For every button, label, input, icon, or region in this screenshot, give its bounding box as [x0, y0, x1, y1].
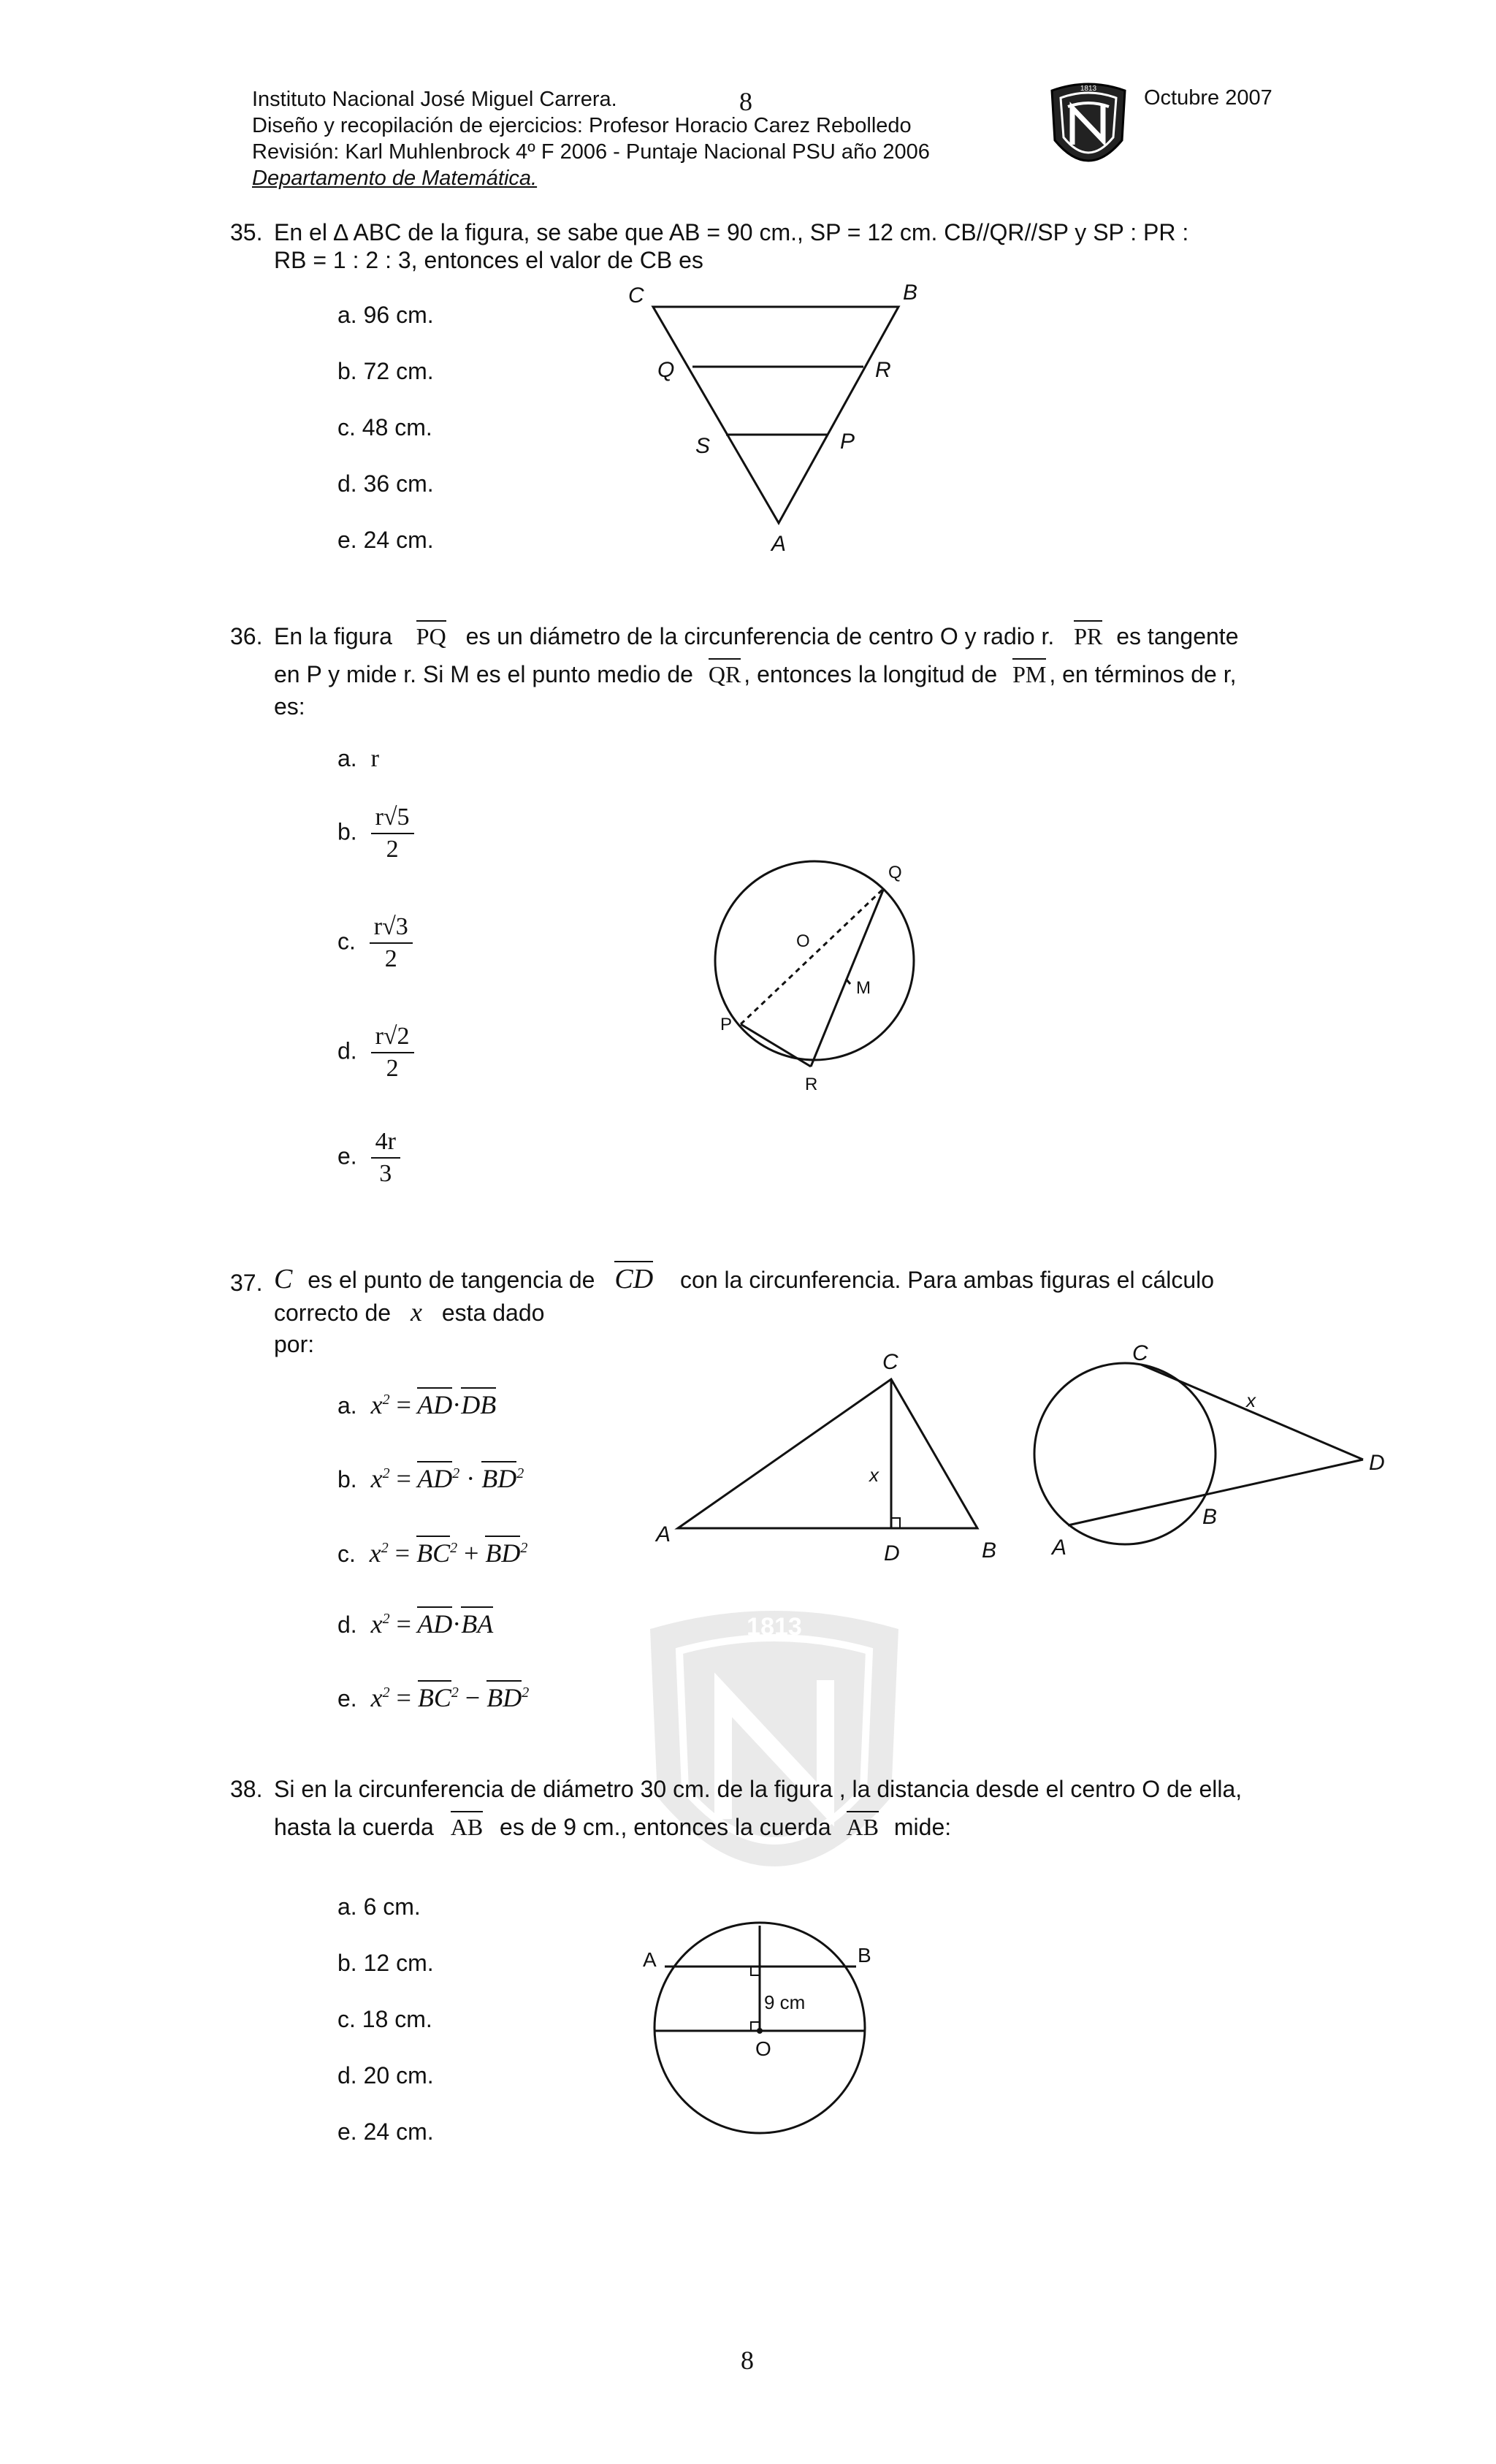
- segment-ba: BA: [461, 1606, 493, 1639]
- formula-b: [371, 1464, 524, 1493]
- q36-text: , en términos de r,: [1049, 661, 1237, 687]
- exponent: 2: [381, 1540, 389, 1556]
- equals: =: [396, 1683, 411, 1712]
- fraction-4r-over-3: [371, 1128, 400, 1188]
- q36-line1: [274, 619, 1297, 653]
- denominator: 2: [371, 833, 414, 863]
- q36-option-d[interactable]: [337, 1023, 414, 1083]
- option-letter: e.: [337, 1685, 357, 1712]
- q37-option-c[interactable]: [337, 1538, 527, 1568]
- triangle-abc: [678, 1379, 977, 1528]
- q37-text: correcto de: [274, 1300, 392, 1326]
- label-distance: 9 cm: [764, 1991, 806, 2013]
- segment-qr: QR: [709, 658, 741, 687]
- label-a: A: [643, 1948, 657, 1971]
- exponent: 2: [382, 1611, 390, 1627]
- q38-text: mide:: [893, 1814, 952, 1840]
- label-b: B: [982, 1538, 997, 1563]
- q35-option-d[interactable]: d. 36 cm.: [337, 470, 434, 497]
- q37-option-b[interactable]: [337, 1463, 524, 1494]
- denominator: 2: [370, 942, 413, 973]
- option-letter: c.: [337, 928, 356, 955]
- label-m: M: [856, 978, 871, 998]
- exponent: 2: [382, 1392, 390, 1408]
- times: ·: [452, 1609, 462, 1639]
- segment-ad: AD: [417, 1606, 452, 1639]
- var-x: x: [370, 1464, 383, 1493]
- center-point: [757, 2028, 763, 2034]
- label-a: A: [656, 1522, 671, 1546]
- q38-line1: Si en la circunferencia de diámetro 30 cm. de la figura , la distancia desde el centro O de ella,: [274, 1776, 1243, 1802]
- option-letter: c.: [337, 1541, 356, 1567]
- q36-option-a[interactable]: [337, 745, 379, 773]
- q37-right-triangle-figure: [643, 1337, 1023, 1571]
- segment-db: DB: [461, 1387, 496, 1419]
- fraction-r-sqrt2-over-2: [371, 1023, 414, 1083]
- equals: =: [394, 1538, 411, 1568]
- q36-option-c[interactable]: [337, 913, 413, 973]
- label-b: B: [903, 281, 918, 305]
- numerator: r√5: [375, 804, 410, 831]
- label-x: x: [1246, 1389, 1256, 1411]
- label-c: C: [628, 283, 644, 308]
- q37-option-e[interactable]: [337, 1682, 529, 1713]
- option-letter: d.: [337, 1037, 357, 1064]
- var-x: x: [410, 1297, 422, 1327]
- q38-option-a[interactable]: a. 6 cm.: [337, 1893, 421, 1920]
- label-d: D: [884, 1541, 900, 1565]
- numerator: 4r: [375, 1128, 396, 1155]
- times: ·: [452, 1390, 462, 1419]
- header-revision: Revisión: Karl Muhlenbrock 4º F 2006 - Puntaje Nacional PSU año 2006: [252, 140, 930, 164]
- q36-text: , entonces la longitud de: [744, 661, 998, 687]
- logo-year: 1813: [1080, 85, 1097, 93]
- q36-text: es un diámetro de la circunferencia de centro O y radio r.: [465, 623, 1055, 649]
- exponent: 2: [516, 1465, 524, 1481]
- var-x: x: [370, 1390, 383, 1419]
- equals: =: [396, 1609, 411, 1639]
- equals: =: [396, 1464, 411, 1493]
- q35-number: 35.: [230, 219, 263, 245]
- segment-ab: AB: [847, 1811, 879, 1840]
- q35-option-c[interactable]: c. 48 cm.: [337, 414, 432, 440]
- formula-d: [371, 1609, 494, 1639]
- q38-line2: [274, 1810, 951, 1844]
- numerator: r√3: [373, 913, 408, 940]
- exponent: 2: [382, 1685, 390, 1701]
- segment-bc: BC: [416, 1536, 450, 1568]
- exponent: 2: [450, 1540, 458, 1556]
- right-angle-mark-top: [751, 1967, 760, 1975]
- q37-number: 37.: [230, 1270, 263, 1296]
- label-o: O: [796, 931, 810, 951]
- segment-pm: PM: [1012, 658, 1046, 687]
- var-c: C: [274, 1264, 293, 1294]
- denominator: 3: [371, 1157, 400, 1188]
- q36-line3: es:: [274, 693, 305, 720]
- label-p: P: [840, 430, 855, 454]
- exponent: 2: [452, 1465, 460, 1481]
- header-institution: Instituto Nacional José Miguel Carrera.: [252, 88, 617, 111]
- fraction-r-sqrt5-over-2: [371, 804, 414, 863]
- times: ·: [466, 1464, 476, 1493]
- option-letter: e.: [337, 1143, 357, 1170]
- watermark-year: 1813: [747, 1613, 802, 1641]
- q36-text: En la figura: [274, 623, 392, 649]
- formula-a: [371, 1390, 497, 1419]
- label-o: O: [755, 2037, 771, 2060]
- q37-line2: [274, 1295, 544, 1330]
- exponent: 2: [382, 1465, 390, 1481]
- label-s: S: [695, 434, 711, 458]
- exponent: 2: [451, 1685, 459, 1701]
- numerator: r√2: [375, 1023, 410, 1050]
- segment-ad: AD: [417, 1461, 452, 1493]
- triangle-abc: [653, 307, 898, 523]
- q38-option-b[interactable]: b. 12 cm.: [337, 1950, 434, 1976]
- q37-option-a[interactable]: [337, 1389, 496, 1420]
- q38-option-d[interactable]: d. 20 cm.: [337, 2062, 434, 2089]
- segment-bd: BD: [486, 1680, 522, 1712]
- label-d: D: [1369, 1451, 1385, 1475]
- label-r: R: [875, 358, 891, 382]
- label-c: C: [1132, 1344, 1148, 1365]
- footer-page-number: 8: [741, 2346, 754, 2375]
- q37-option-d[interactable]: [337, 1609, 493, 1639]
- segment-bd: BD: [485, 1536, 520, 1568]
- q38-number: 38.: [230, 1776, 263, 1802]
- label-p: P: [720, 1015, 733, 1034]
- exponent: 2: [520, 1540, 528, 1556]
- minus: −: [465, 1683, 481, 1712]
- tangent-pr: [741, 1024, 811, 1067]
- header-department: Departamento de Matemática.: [252, 167, 538, 190]
- q35-text-line2: RB = 1 : 2 : 3, entonces el valor de CB es: [274, 247, 703, 273]
- segment-pr: PR: [1074, 620, 1102, 649]
- q37-text: esta dado: [441, 1300, 545, 1326]
- q36-number: 36.: [230, 623, 263, 649]
- q36-circle-figure: [694, 847, 964, 1118]
- formula-e: [371, 1683, 530, 1712]
- school-logo-icon: [1046, 79, 1131, 177]
- var-x: x: [370, 1609, 383, 1639]
- circle: [1034, 1363, 1216, 1544]
- header-author: Diseño y recopilación de ejercicios: Profesor Horacio Carez Rebolledo: [252, 114, 912, 137]
- label-q: Q: [888, 863, 902, 882]
- q37-text: con la circunferencia. Para ambas figuras el cálculo: [680, 1267, 1215, 1293]
- q35-option-b[interactable]: b. 72 cm.: [337, 358, 434, 384]
- option-letter: b.: [337, 1466, 357, 1492]
- q35-text-line1: En el ∆ ABC de la figura, se sabe que AB = 90 cm., SP = 12 cm. CB//QR//SP y SP : PR :: [274, 219, 1189, 245]
- q36-text: es tangente: [1116, 623, 1239, 649]
- q36-option-b[interactable]: [337, 804, 414, 863]
- label-a: A: [771, 532, 787, 556]
- q38-chord-figure: [634, 1899, 897, 2155]
- header-page-number: 8: [739, 87, 752, 116]
- circle-o: [715, 861, 914, 1060]
- diameter-pq: [741, 888, 884, 1024]
- label-c: C: [882, 1350, 898, 1374]
- fraction-r-sqrt3-over-2: [370, 913, 413, 973]
- label-a: A: [1052, 1536, 1067, 1560]
- option-value: r: [370, 745, 379, 772]
- header-date: Octubre 2007: [1144, 86, 1272, 110]
- var-x: x: [370, 1683, 383, 1712]
- segment-ad: AD: [417, 1387, 452, 1419]
- denominator: 2: [371, 1052, 414, 1083]
- watermark-shield-icon: [636, 1600, 913, 1921]
- q36-line2: [274, 657, 1297, 691]
- segment-ab: AB: [451, 1811, 483, 1840]
- segment-bc: BC: [418, 1680, 451, 1712]
- segment-bd: BD: [481, 1461, 516, 1493]
- q38-option-e[interactable]: e. 24 cm.: [337, 2118, 434, 2145]
- label-x: x: [869, 1464, 879, 1486]
- tangent-cd: [1141, 1365, 1363, 1460]
- label-b: B: [1202, 1505, 1218, 1529]
- segment-cd: CD: [614, 1261, 653, 1294]
- option-letter: b.: [337, 818, 357, 845]
- option-letter: a.: [337, 1392, 357, 1419]
- formula-c: [370, 1538, 528, 1568]
- var-x: x: [369, 1538, 381, 1568]
- option-letter: d.: [337, 1611, 357, 1638]
- label-q: Q: [657, 358, 675, 382]
- q37-line1: [274, 1262, 1297, 1297]
- label-r: R: [805, 1075, 818, 1094]
- equals: =: [396, 1390, 411, 1419]
- q36-option-e[interactable]: [337, 1128, 400, 1188]
- segment-pq: PQ: [416, 620, 446, 649]
- label-b: B: [858, 1944, 871, 1967]
- exponent: 2: [522, 1685, 530, 1701]
- q38-text: hasta la cuerda: [274, 1814, 434, 1840]
- q36-text: en P y mide r. Si M es el punto medio de: [274, 661, 693, 687]
- q37-circle-tangent-figure: [1023, 1344, 1402, 1563]
- q35-triangle-figure: [628, 278, 935, 562]
- q38-option-c[interactable]: c. 18 cm.: [337, 2006, 432, 2032]
- q35-option-e[interactable]: e. 24 cm.: [337, 527, 434, 553]
- q37-text: es el punto de tangencia de: [308, 1267, 595, 1293]
- option-letter: a.: [337, 745, 357, 771]
- q37-line3: por:: [274, 1331, 315, 1357]
- q38-text: es de 9 cm., entonces la cuerda: [500, 1814, 831, 1840]
- q35-option-a[interactable]: a. 96 cm.: [337, 302, 434, 328]
- right-angle-mark: [891, 1518, 900, 1528]
- plus: +: [464, 1538, 479, 1568]
